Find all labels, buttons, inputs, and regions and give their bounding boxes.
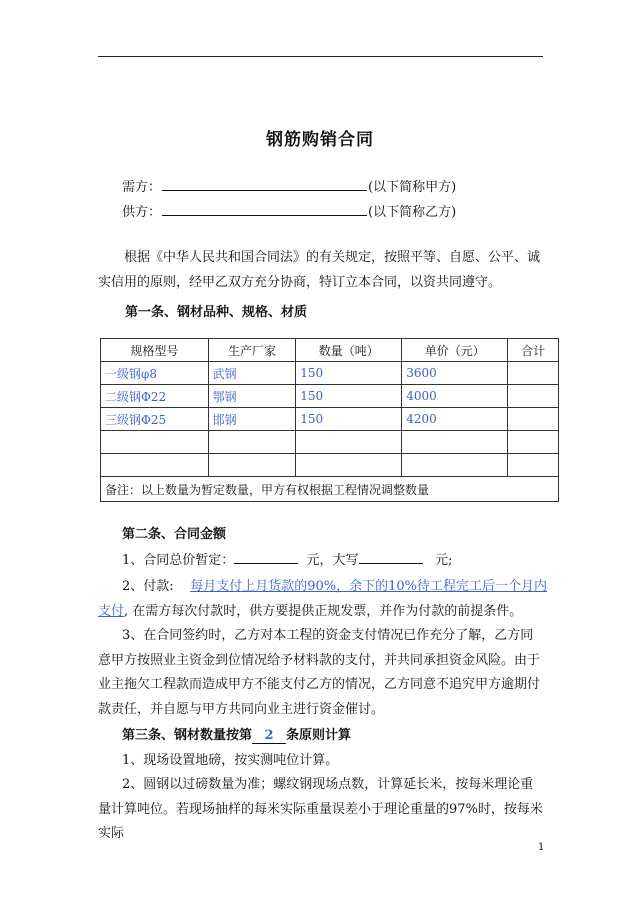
seller-label: 供方：	[122, 205, 162, 220]
article3-heading-b: 条原则计算	[286, 728, 352, 743]
table-cell: 150	[296, 362, 402, 385]
seller-line	[122, 201, 456, 220]
article3-heading-a: 第三条、钢材数量按第	[122, 728, 253, 743]
table-cell: 三级钢Φ25	[101, 408, 209, 431]
table-note: 备注：以上数量为暂定数量，甲方有权根据工程情况调整数量	[101, 477, 559, 502]
table-cell: 150	[296, 385, 402, 408]
table-row	[101, 431, 559, 454]
article2-heading: 第二条、合同金额	[122, 527, 227, 542]
article3-item2: 2、圆钢以过磅数量为准；螺纹钢现场点数，计算延长米，按每米理论重量计算吨位。若现场抽样的每米实际重量误差小于理论重量的97%时，按每米实际	[98, 777, 543, 841]
table-row	[101, 408, 559, 431]
table-cell	[508, 362, 559, 385]
item2-prefix: 2、付款:	[122, 579, 174, 594]
item2-rest: , 在需方每次付款时，供方要提供正规发票，并作为付款的前提条件。	[124, 604, 523, 619]
table-cell: 邯钢	[208, 408, 296, 431]
col-header: 数量（吨）	[296, 339, 402, 362]
col-header: 生产厂家	[208, 339, 296, 362]
calc-principle-number[interactable]: 2	[252, 728, 286, 744]
table-cell	[402, 454, 508, 477]
item1-text-a: 1、合同总价暂定：	[122, 553, 235, 568]
article1-heading: 第一条、钢材品种、规格、材质	[125, 305, 308, 320]
table-cell	[208, 431, 296, 454]
table-cell	[101, 454, 209, 477]
article2-item2-line2	[98, 600, 522, 619]
col-header: 合计	[508, 339, 559, 362]
article3-item1: 1、现场设置地磅，按实测吨位计算。	[122, 753, 339, 768]
payment-terms-text: 每月支付上月货款的90%，余下的10%待工程完工后一个月内	[190, 579, 547, 594]
table-cell	[508, 454, 559, 477]
article2-item2-line1	[122, 575, 547, 594]
item1-text-c: 元;	[434, 553, 453, 568]
page-number: 1	[538, 842, 545, 853]
seller-blank[interactable]	[162, 203, 367, 216]
table-row	[101, 454, 559, 477]
table-cell	[101, 431, 209, 454]
table-header-row	[101, 339, 559, 362]
document-title: 钢筋购销合同	[266, 130, 374, 150]
table-cell: 武钢	[208, 362, 296, 385]
table-cell	[296, 454, 402, 477]
table-row	[101, 385, 559, 408]
buyer-label: 需方：	[122, 180, 162, 195]
table-cell	[402, 431, 508, 454]
header-rule	[98, 56, 543, 57]
table-cell: 4200	[402, 408, 508, 431]
table-cell: 二级钢Φ22	[101, 385, 209, 408]
total-price-blank[interactable]	[234, 551, 298, 564]
table-cell: 一级钢φ8	[101, 362, 209, 385]
table-cell	[508, 408, 559, 431]
total-price-words-blank[interactable]	[359, 551, 423, 564]
table-note-row	[101, 477, 559, 502]
table-cell	[208, 454, 296, 477]
table-cell	[296, 431, 402, 454]
article2-item3: 3、在合同签约时，乙方对本工程的资金支付情况已作充分了解，乙方同意甲方按照业主资金到位情况给予材料款的支付，并共同承担资金风险。由于业主拖欠工程款而造成甲方不能支付乙方的情况，乙方同意不追究甲方逾期付款责任，并自愿与甲方共同向业主进行资金催讨。	[98, 628, 541, 717]
spec-table	[100, 338, 559, 502]
table-cell: 3600	[402, 362, 508, 385]
table-row	[101, 362, 559, 385]
table-cell	[508, 385, 559, 408]
table-cell: 150	[296, 408, 402, 431]
article3-heading	[122, 724, 351, 744]
table-cell: 鄂钢	[208, 385, 296, 408]
col-header: 规格型号	[101, 339, 209, 362]
buyer-suffix: (以下简称甲方)	[368, 180, 457, 195]
col-header: 单价（元）	[402, 339, 508, 362]
buyer-line	[122, 176, 456, 195]
table-cell	[508, 431, 559, 454]
seller-suffix: (以下简称乙方)	[368, 205, 457, 220]
item1-text-b: 元，大写	[306, 553, 359, 568]
intro-paragraph: 根据《中华人民共和国合同法》的有关规定，按照平等、自愿、公平、诚实信用的原则，经甲乙双方充分协商，特订立本合同，以资共同遵守。	[98, 250, 541, 290]
payment-terms-text-end: 支付	[98, 604, 125, 619]
table-cell: 4000	[402, 385, 508, 408]
buyer-blank[interactable]	[162, 178, 367, 191]
article2-item1	[122, 549, 452, 568]
